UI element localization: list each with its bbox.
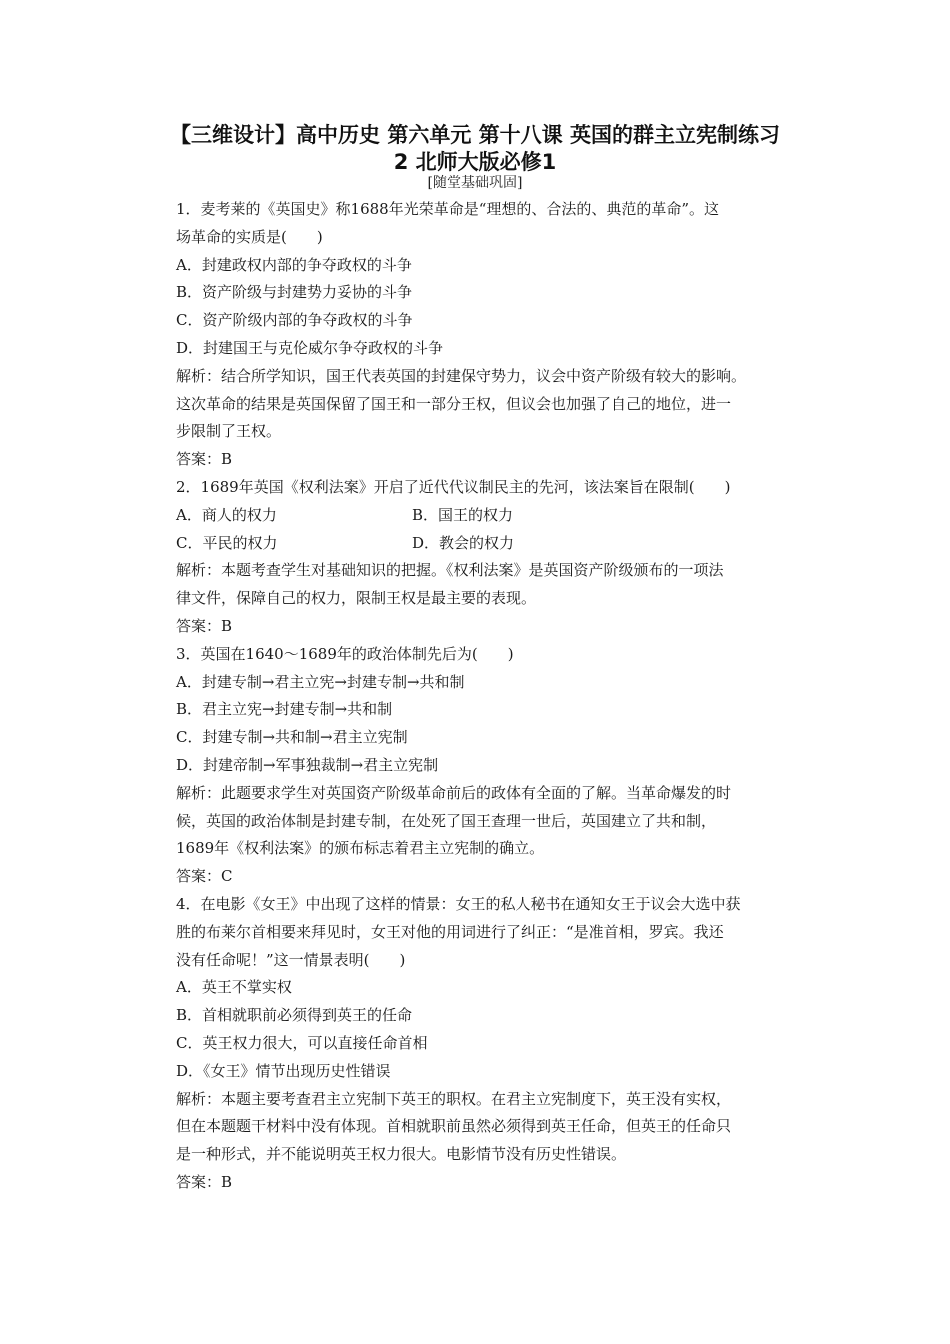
question-4-stem-line-3: 没有任命呢！”这一情景表明( ) xyxy=(176,950,406,969)
question-1-option-a: A．封建政权内部的争夺政权的斗争 xyxy=(176,255,412,274)
question-2-answer: 答案：B xyxy=(176,616,233,635)
question-4-option-d: D．《女王》情节出现历史性错误 xyxy=(176,1061,391,1080)
question-3-option-c: C．封建专制→共和制→君主立宪制 xyxy=(176,728,408,747)
question-3-analysis-line-3: 1689年《权利法案》的颁布标志着君主立宪制的确立。 xyxy=(176,839,545,858)
question-4-answer: 答案：B xyxy=(176,1172,233,1191)
question-4-analysis-line-2: 但在本题题干材料中没有体现。首相就职前虽然必须得到英王任命，但英王的任命只 xyxy=(176,1117,732,1136)
question-2-option-c: C．平民的权力 xyxy=(176,533,278,552)
question-2-option-a: A．商人的权力 xyxy=(176,505,277,524)
document-title-line-1: 【三维设计】高中历史 第六单元 第十八课 英国的群主立宪制练习 xyxy=(170,123,780,147)
question-4-option-c: C．英王权力很大，可以直接任命首相 xyxy=(176,1033,428,1052)
question-3-option-a: A．封建专制→君主立宪→封建专制→共和制 xyxy=(176,672,465,691)
question-2-option-d: D．教会的权力 xyxy=(412,533,515,552)
question-3-option-d: D．封建帝制→军事独裁制→君主立宪制 xyxy=(176,755,439,774)
section-heading: [随堂基础巩固] xyxy=(427,175,523,191)
question-2-option-b: B．国王的权力 xyxy=(412,505,514,524)
question-1-option-d: D．封建国王与克伦威尔争夺政权的斗争 xyxy=(176,338,444,357)
question-4-analysis-line-1: 解析：本题主要考查君主立宪制下英王的职权。在君主立宪制度下，英王没有实权， xyxy=(176,1089,732,1108)
question-4 xyxy=(176,891,816,1197)
question-list xyxy=(176,196,816,1197)
question-4-stem-line-1: 4．在电影《女王》中出现了这样的情景：女王的私人秘书在通知女王于议会大选中获 xyxy=(176,894,741,913)
question-1-answer: 答案：B xyxy=(176,450,233,469)
question-4-option-a: A．英王不掌实权 xyxy=(176,978,292,997)
document-title-line-2: 2 北师大版必修1 xyxy=(393,150,557,174)
question-1-analysis-line-3: 步限制了王权。 xyxy=(176,422,282,441)
question-1-option-b: B．资产阶级与封建势力妥协的斗争 xyxy=(176,283,413,302)
question-3-option-b: B．君主立宪→封建专制→共和制 xyxy=(176,700,393,719)
question-4-option-b: B．首相就职前必须得到英王的任命 xyxy=(176,1006,413,1025)
question-2-stem-line-1: 2．1689年英国《权利法案》开启了近代代议制民主的先河，该法案旨在限制( ) xyxy=(176,477,731,496)
question-2-options-row-2 xyxy=(176,530,816,558)
question-4-stem-line-2: 胜的布莱尔首相要来拜见时，女王对他的用词进行了纠正：“是准首相，罗宾。我还 xyxy=(176,922,724,941)
question-1 xyxy=(176,196,816,474)
question-1-analysis-line-1: 解析：结合所学知识，国王代表英国的封建保守势力，议会中资产阶级有较大的影响。 xyxy=(176,366,747,385)
question-2-options-row-1 xyxy=(176,502,816,530)
question-2-analysis-line-2: 律文件，保障自己的权力，限制王权是最主要的表现。 xyxy=(176,589,537,608)
question-3-answer: 答案：C xyxy=(176,867,233,886)
question-1-stem-line-1: 1．麦考莱的《英国史》称1688年光荣革命是“理想的、合法的、典范的革命”。这 xyxy=(176,200,720,218)
question-3 xyxy=(176,641,816,891)
question-3-stem-line-1: 3．英国在1640～1689年的政治体制先后为( ) xyxy=(176,644,514,663)
question-3-analysis-line-1: 解析：此题要求学生对英国资产阶级革命前后的政体有全面的了解。当革命爆发的时 xyxy=(176,783,732,802)
question-1-analysis-line-2: 这次革命的结果是英国保留了国王和一部分王权，但议会也加强了自己的地位，进一 xyxy=(176,394,732,413)
question-1-option-c: C．资产阶级内部的争夺政权的斗争 xyxy=(176,311,413,330)
question-2-analysis-line-1: 解析：本题考查学生对基础知识的把握。《权利法案》是英国资产阶级颁布的一项法 xyxy=(176,561,724,580)
question-1-stem-line-2: 场革命的实质是( ) xyxy=(176,227,323,246)
question-4-analysis-line-3: 是一种形式，并不能说明英王权力很大。电影情节没有历史性错误。 xyxy=(176,1145,627,1164)
question-2 xyxy=(176,474,816,641)
question-3-analysis-line-2: 候，英国的政治体制是封建专制，在处死了国王查理一世后，英国建立了共和制， xyxy=(176,811,717,830)
